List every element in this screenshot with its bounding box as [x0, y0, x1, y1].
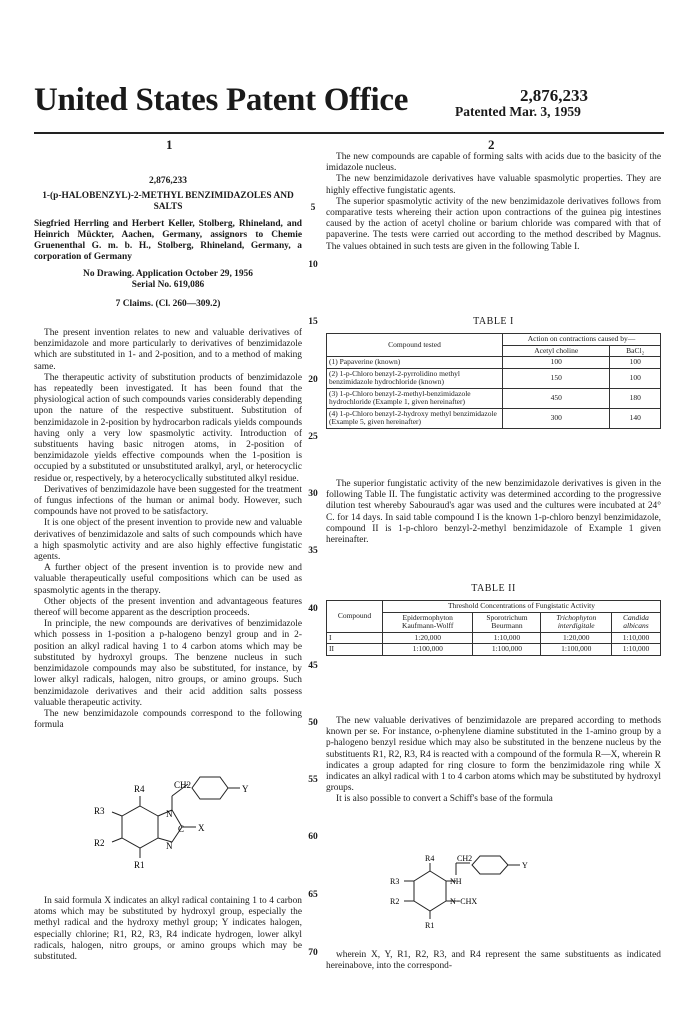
left-paragraph: A further object of the present invention is to provide new and valuable therapeutically useful compositions which can be used as spasmolytic agents in the therapy. — [34, 563, 302, 596]
table-row — [327, 408, 661, 428]
right-body-2 — [326, 479, 661, 546]
table1-cell: (3) 1-p-Chloro benzyl-2-methyl-benzimidazole hydrochloride (Example 1, given hereinafter) — [327, 388, 503, 408]
table2-cell: 1:20,000 — [383, 632, 473, 644]
patent-number: 2,876,233 — [520, 86, 588, 105]
formula2-y: Y — [522, 861, 528, 870]
formula2-nh: NH — [450, 877, 462, 886]
line-number: 20 — [308, 375, 318, 385]
table1-cell: 150 — [503, 368, 610, 388]
line-number: 55 — [308, 775, 318, 785]
line-number: 35 — [308, 546, 318, 556]
table-row — [327, 644, 661, 656]
right-paragraph: The new compounds are capable of forming salts with acids due to the basicity of the imidazole nucleus. — [326, 152, 661, 174]
serial-number: Serial No. 619,086 — [131, 280, 205, 291]
header-rule — [34, 132, 664, 134]
table1-header-bacl: BaCl₂ — [610, 345, 661, 357]
table1-cell: 100 — [610, 357, 661, 369]
left-paragraph: In said formula X indicates an alkyl radical containing 1 to 4 carbon atoms which may be substituted by hydroxyl group, especially the methyl radical and the hydroxy methyl group; Y indicates halogen, especially chlorine; R1, R2, R3, R4 indicate hydrogen, lower alkyl radicals, halogen, nitro groups, or amino groups which may be substituted. — [34, 896, 302, 963]
left-paragraph: The present invention relates to new and valuable derivatives of benzimidazole and more particularly to derivatives of benzimidazole which are substituted in 1- and 2-position, and to a method of making same. — [34, 328, 302, 372]
inventors: Siegfried Herrling and Herbert Keller, Stolberg, Rhineland, and Heinrich Mückter, Aachen, Germany, assignors to Chemie Gruenenthal G. m. b. H., Stolberg, Rhineland, Germany, a corporation of Germany — [34, 219, 302, 263]
table1-cell: (4) 1-p-Chloro benzyl-2-hydroxy methyl benzimidazole (Example 5, given hereinafter) — [327, 408, 503, 428]
benzimidazole-formula — [80, 770, 280, 888]
formula2-r3: R3 — [390, 877, 400, 886]
formula-ch2: CH2 — [174, 780, 192, 790]
line-number: 30 — [308, 489, 318, 499]
claims: 7 Claims. (Cl. 260—309.2) — [115, 298, 221, 309]
line-number: 70 — [308, 948, 318, 958]
table1 — [326, 333, 661, 429]
formula2-r4: R4 — [425, 854, 435, 863]
right-paragraph: The new benzimidazole derivatives have valuable spasmolytic properties. They are highly effective fungistatic agents. — [326, 174, 661, 196]
table2-cell: 1:100,000 — [383, 644, 473, 656]
table1-header-compound: Compound tested — [327, 334, 503, 357]
formula2-r1: R1 — [425, 921, 435, 930]
left-paragraph: The new benzimidazole compounds correspond to the following formula — [34, 708, 302, 731]
table2-cell: 1:100,000 — [541, 644, 611, 656]
line-number: 60 — [308, 832, 318, 842]
table2-header-col: Epidermophyton Kaufmann-Wolff — [383, 612, 473, 632]
formula2-nchx: N=CHX — [450, 897, 478, 906]
formula-r1: R1 — [134, 860, 145, 870]
table1-cell: (2) 1-p-Chloro benzyl-2-pyrrolidino methyl benzimidazole hydrochloride (known) — [327, 368, 503, 388]
patent-number-small: 2,876,233 — [149, 176, 187, 186]
line-number: 45 — [308, 661, 318, 671]
table2-header-span: Threshold Concentrations of Fungistatic Activity — [383, 601, 661, 613]
table2-title: TABLE II — [471, 583, 516, 594]
table1-cell: 180 — [610, 388, 661, 408]
line-number: 10 — [308, 260, 318, 270]
table2-header-col: Trichophyton interdigitale — [541, 612, 611, 632]
left-paragraph: It is one object of the present invention to provide new and valuable derivatives of benzimidazole and salts of such compounds which have a high spasmolytic activity and are also highly effective fungistatic agents. — [34, 518, 302, 563]
formula-c: C — [178, 824, 185, 834]
line-number: 65 — [308, 890, 318, 900]
line-number: 25 — [308, 432, 318, 442]
table1-header-acetyl: Acetyl choline — [503, 345, 610, 357]
left-body-2 — [34, 896, 302, 963]
table1-cell: 140 — [610, 408, 661, 428]
schiff-base-formula — [370, 853, 570, 943]
table2-header-col: Candida albicans — [611, 612, 660, 632]
right-paragraph: wherein X, Y, R1, R2, R3, and R4 represent the same substituents as indicated hereinabove, into the correspond- — [326, 950, 661, 972]
formula-n: N — [166, 809, 173, 819]
left-header-block — [34, 176, 302, 310]
patent-date: Patented Mar. 3, 1959 — [455, 104, 581, 119]
formula2-r2: R2 — [390, 897, 400, 906]
right-paragraph: The new valuable derivatives of benzimidazole are prepared according to methods known per se. For instance, o-phenylene diamine substituted in the 1-amino group by a p-halogeno benzyl residue which may also be substituted in the benzene nucleus by the substituents R1, R2, R3, R4 is reacted with a compound of the formula R—X, wherein R indicates a group adapted for ring closure to form the benzimidazole ring while X indicates an alkyl radical with 1 to 4 carbon atoms which may be substituted by hydroxyl groups. — [326, 716, 661, 794]
formula-y: Y — [242, 784, 249, 794]
table1-cell: 450 — [503, 388, 610, 408]
left-paragraph: Other objects of the present invention and advantageous features thereof will become apparent as the description proceeds. — [34, 596, 302, 619]
left-paragraph: Derivatives of benzimidazole have been suggested for the treatment of fungus infections of the human or animal body. However, such compounds have not proved to be satisfactory. — [34, 484, 302, 518]
table2-header-col: Sporotrichum Beurmann — [473, 612, 541, 632]
table-row — [327, 368, 661, 388]
table-row — [327, 357, 661, 369]
formula-r2: R2 — [94, 838, 105, 848]
right-paragraph: The superior fungistatic activity of the new benzimidazole derivatives is given in the following Table II. The fungistatic activity was determined according to the progressive dilution test whereby Sabouraud's agar was used and the cultures were incubated at 24° C. for 14 days. In said table compound I is the known 1-p-chloro benzyl benzimidazole, compound II is 1-p-chloro benzyl-2-methyl benzimidazole of Example 1 given hereinafter. — [326, 479, 661, 546]
formula-r4: R4 — [134, 784, 145, 794]
right-paragraph: The superior spasmolytic activity of the new benzimidazole derivatives follows from comparative tests whereing their action upon contractions of the guinea pig intestines caused by the action of acetyl choline or barium chloride was compared with that of papaverine. The tests were carried out according to the method described by Magnus. The values obtained in such tests are given in the following Table I. — [326, 196, 661, 252]
table2-cell: II — [327, 644, 383, 656]
table1-cell: 100 — [503, 357, 610, 369]
column-number-1: 1 — [166, 137, 173, 152]
table2-cell: I — [327, 632, 383, 644]
right-body-1 — [326, 152, 661, 253]
table2 — [326, 600, 661, 656]
line-number: 5 — [310, 203, 316, 213]
office-title: United States Patent Office — [34, 82, 409, 118]
table-row — [327, 388, 661, 408]
formula-x: X — [198, 823, 205, 833]
table1-header-action: Action on contractions caused by— — [503, 334, 661, 346]
left-body — [34, 328, 302, 731]
left-paragraph: The therapeutic activity of substitution products of benzimidazole has repeatedly been investigated. It has been found that the physiological action of such compounds varies considerably depending upon the nature of the respective substituent. Substitution of benzimidazole in 2-position by hydrocarbon radicals yields compounds having only a very low spasmolytic activity. Introduction of substituents having basic nitrogen atoms, in 2-position of benzimidazole yields effective compounds when the 1-position is occupied by a substituted or unsubstituted aralkyl, aryl, or heterocyclic residue or, respectively, by a heterocyclically substituted alkyl residue. — [34, 372, 302, 484]
table1-cell: 100 — [610, 368, 661, 388]
table-row — [327, 632, 661, 644]
table1-title: TABLE I — [473, 316, 514, 327]
column-number-2: 2 — [488, 137, 495, 152]
table2-header-compound: Compound — [327, 601, 383, 633]
table1-cell: 300 — [503, 408, 610, 428]
table2-cell: 1:20,000 — [541, 632, 611, 644]
table2-cell: 1:100,000 — [473, 644, 541, 656]
right-paragraph: It is also possible to convert a Schiff's base of the formula — [336, 794, 553, 805]
line-number: 50 — [308, 718, 318, 728]
table1-cell: (1) Papaverine (known) — [327, 357, 503, 369]
table2-cell: 1:10,000 — [611, 632, 660, 644]
right-body-3 — [326, 716, 661, 806]
left-paragraph: In principle, the new compounds are derivatives of benzimidazole which possess in 1-position a p-halogeno benzyl group and in 2-position an alkyl radical having 1 to 4 carbon atoms which may be substituted by hydroxyl groups. The benzene nucleus in such benzimidazole compounds may also be substituted, for instance, by lower alkyl radicals, halogen, nitro groups, or amino groups. Such benzimidazole derivatives and their acid addition salts possess valuable therapeutic activity. — [34, 619, 302, 708]
application-date: No Drawing. Application October 29, 1956 — [83, 269, 253, 280]
formula-r3: R3 — [94, 806, 105, 816]
formula2-ch2: CH2 — [457, 854, 473, 863]
table2-cell: 1:10,000 — [473, 632, 541, 644]
table2-cell: 1:10,000 — [611, 644, 660, 656]
patent-title: 1-(p-HALOBENZYL)-2-METHYL BENZIMIDAZOLES AND SALTS — [42, 191, 294, 213]
right-body-4 — [326, 950, 661, 972]
line-number: 15 — [308, 317, 318, 327]
line-number: 40 — [308, 604, 318, 614]
formula-n2: N — [166, 841, 173, 851]
